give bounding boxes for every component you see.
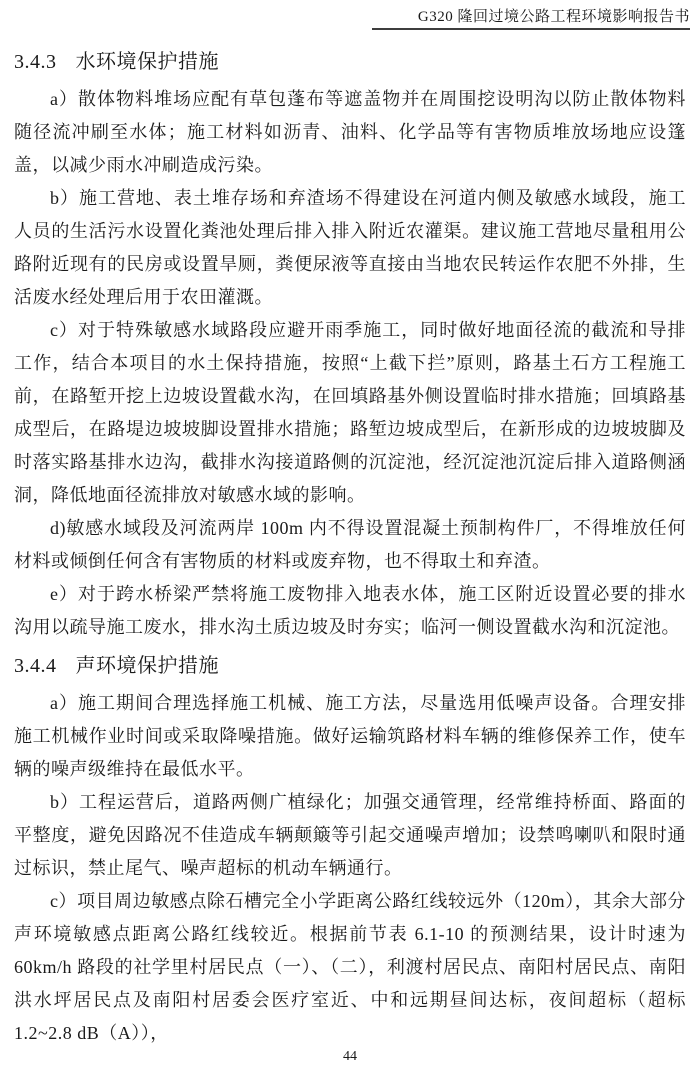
running-header-title: G320 隆回过境公路工程环境影响报告书 bbox=[417, 9, 690, 25]
paragraph-noise-c: c）项目周边敏感点除石槽完全小学距离公路红线较远外（120m），其余大部分声环境敏感点距离公路红线较近。根据前节表 6.1-10 的预测结果，设计时速为 60km/h 路段的社学里村居民点（一）、（二），利渡村居民点、南阳村居民点、南阳洪水坪居民点及南阳村居委会医疗室近、中和远期昼间达标，夜间超标（超标 1.2~2.8 dB（A））， bbox=[14, 891, 686, 1043]
paragraph-water-c: c）对于特殊敏感水域路段应避开雨季施工，同时做好地面径流的截流和导排工作，结合本项目的水土保持措施，按照“上截下拦”原则，路基土石方工程施工前，在路堑开挖上边坡设置截水沟，在回填路基外侧设置临时排水措施；回填路基成型后，在路堤边坡坡脚设置排水措施；路堑边坡成型后，在新形成的边坡坡脚及时落实路基排水边沟，截排水沟接道路侧的沉淀池，经沉淀池沉淀后排入道路侧涵洞，降低地面径流排放对敏感水域的影响。 bbox=[14, 320, 686, 505]
page-header bbox=[0, 0, 700, 30]
paragraph-noise-a: a）施工期间合理选择施工机械、施工方法，尽量选用低噪声设备。合理安排施工机械作业时间或采取降噪措施。做好运输筑路材料车辆的维修保养工作，使车辆的噪声级维持在最低水平。 bbox=[14, 693, 686, 779]
section-title: 水环境保护措施 bbox=[75, 51, 219, 73]
section-title: 声环境保护措施 bbox=[75, 655, 219, 677]
section-heading-3-4-4 bbox=[14, 651, 686, 681]
section-number: 3.4.3 bbox=[14, 51, 57, 73]
paragraph-water-a: a）散体物料堆场应配有草包蓬布等遮盖物并在周围挖设明沟以防止散体物料随径流冲刷至水体；施工材料如沥青、油料、化学品等有害物质堆放场地应设篷盖，以减少雨水冲刷造成污染。 bbox=[14, 89, 686, 175]
paragraph-water-d: d)敏感水域段及河流两岸 100m 内不得设置混凝土预制构件厂，不得堆放任何材料或倾倒任何含有害物质的材料或废弃物，也不得取土和弃渣。 bbox=[14, 518, 686, 571]
page-footer bbox=[0, 1047, 700, 1065]
paragraph-noise-b: b）工程运营后，道路两侧广植绿化；加强交通管理，经常维持桥面、路面的平整度，避免因路况不佳造成车辆颠簸等引起交通噪声增加；设禁鸣喇叭和限时通过标识，禁止尾气、噪声超标的机动车辆通行。 bbox=[14, 792, 686, 878]
section-heading-3-4-3 bbox=[14, 47, 686, 77]
paragraph-water-b: b）施工营地、表土堆存场和弃渣场不得建设在河道内侧及敏感水域段，施工人员的生活污水设置化粪池处理后排入排入附近农灌渠。建议施工营地尽量租用公路附近现有的民房或设置旱厕，粪便尿液等直接由当地农民转运作农肥不外排，生活废水经处理后用于农田灌溉。 bbox=[14, 188, 686, 307]
section-number: 3.4.4 bbox=[14, 655, 57, 677]
paragraph-water-e: e）对于跨水桥梁严禁将施工废物排入地表水体，施工区附近设置必要的排水沟用以疏导施工废水，排水沟土质边坡及时夯实；临河一侧设置截水沟和沉淀池。 bbox=[14, 584, 686, 637]
page-number: 44 bbox=[343, 1049, 357, 1064]
document-body bbox=[0, 30, 700, 1050]
